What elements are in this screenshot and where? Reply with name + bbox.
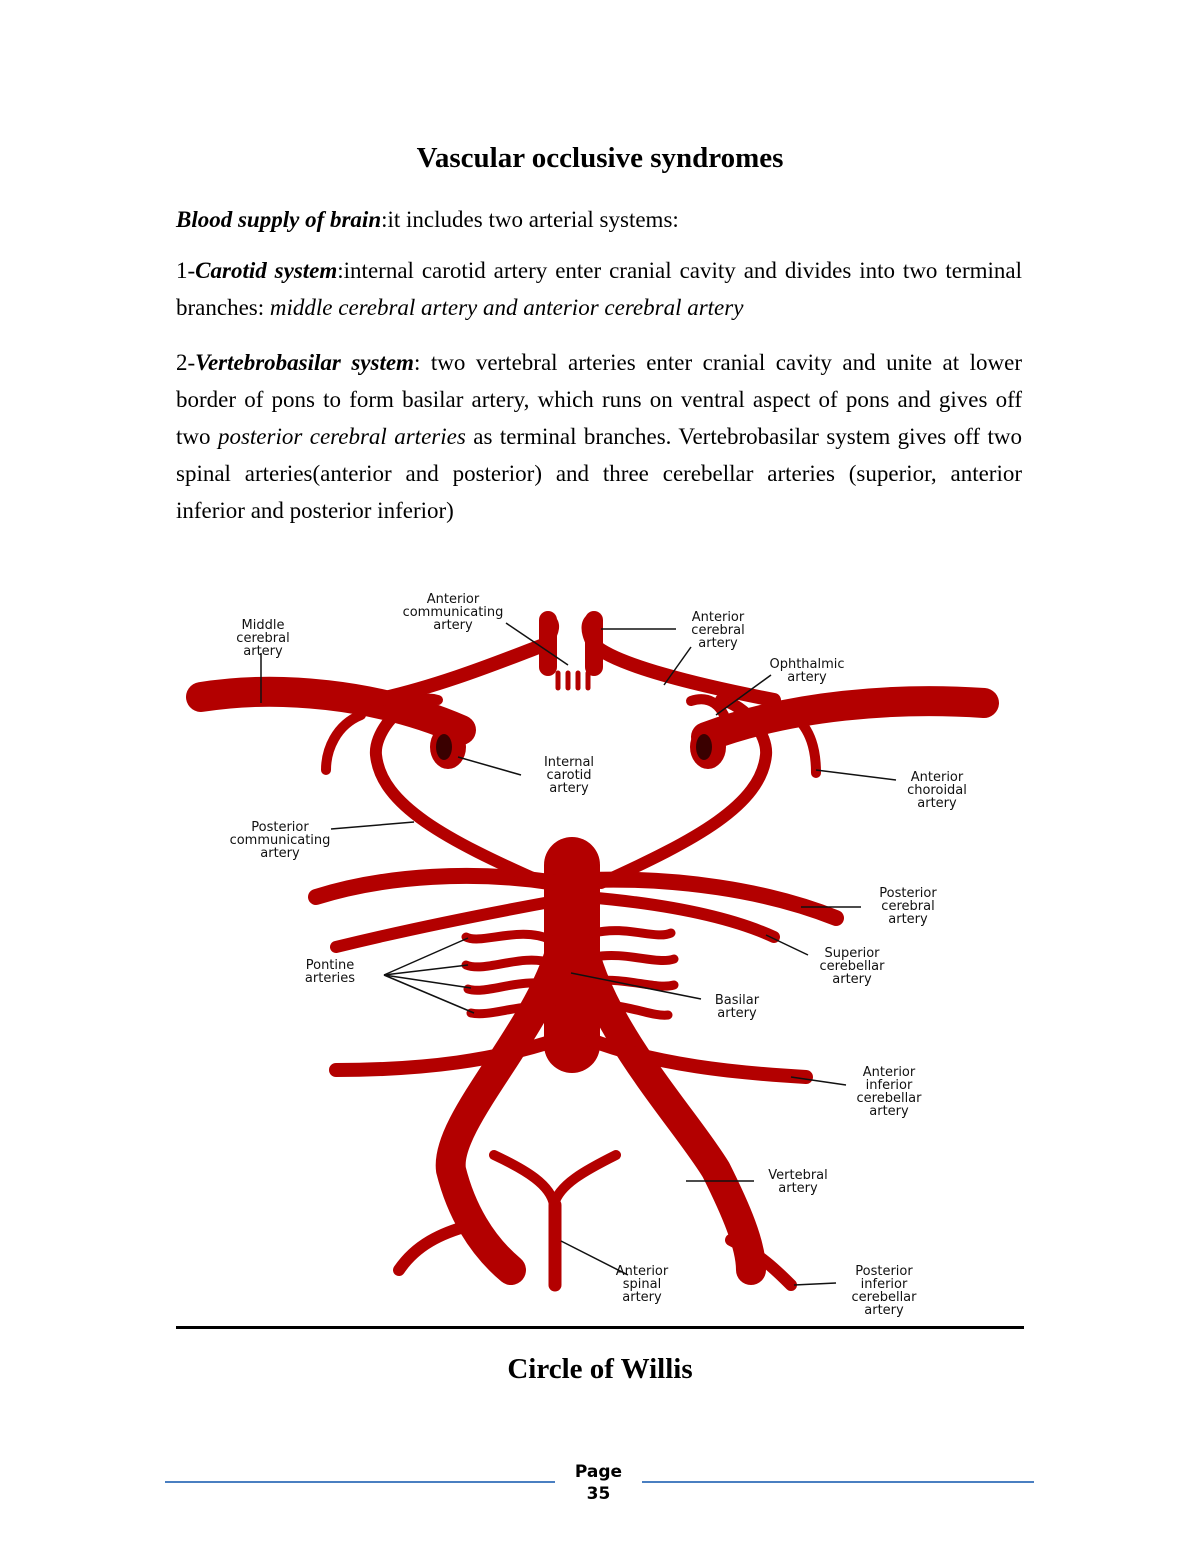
figure-divider bbox=[176, 1326, 1024, 1329]
label-line: Anterior bbox=[615, 1264, 669, 1279]
label-line: Pontine bbox=[305, 958, 355, 973]
label-internal-carotid bbox=[544, 755, 594, 796]
circle-of-willis-diagram bbox=[176, 585, 1024, 1320]
figure-caption: Circle of Willis bbox=[507, 1353, 693, 1385]
leader-anterior-choroidal bbox=[816, 770, 896, 780]
label-line: cerebral bbox=[236, 631, 290, 646]
label-line: Posterior bbox=[855, 1264, 913, 1279]
paragraph-number: 1- bbox=[176, 258, 196, 283]
anterior-spinal-artery bbox=[494, 1155, 616, 1205]
paragraph-text: as terminal branches. Vertebrobasilar system gives off two spinal arteries(anterior and posterior) and three cerebellar arteries (superior, anterior inferior and posterior inferior) bbox=[176, 424, 1023, 523]
label-anterior-spinal bbox=[616, 1264, 669, 1305]
paragraph-text: :internal carotid artery enter cranial cavity and divides into two terminal branches: bbox=[176, 258, 1022, 320]
label-line: artery bbox=[917, 796, 957, 811]
superior-cerebellar-left bbox=[336, 900, 561, 947]
leader-superior-cerebellar bbox=[766, 935, 808, 955]
label-line: artery bbox=[622, 1290, 662, 1305]
middle-cerebral-right bbox=[706, 701, 984, 737]
label-line: Posterior bbox=[251, 820, 309, 835]
footer-line-right bbox=[642, 1481, 1034, 1483]
paragraph-number: 2- bbox=[176, 350, 196, 375]
label-line: artery bbox=[243, 644, 283, 659]
label-line: Anterior bbox=[862, 1065, 916, 1080]
posterior-cerebral-left bbox=[316, 876, 556, 897]
label-line: Middle bbox=[241, 618, 285, 633]
paragraph-text: : two vertebral arteries enter cranial cavity and unite at lower border of pons to form basilar artery, which runs on ventral aspect of pons and gives off two bbox=[176, 350, 1023, 449]
label-line: artery bbox=[832, 972, 872, 987]
label-line: cerebellar bbox=[851, 1290, 917, 1305]
paragraph-italic: posterior cerebral arteries bbox=[217, 424, 466, 449]
footer-line-left bbox=[165, 1481, 555, 1483]
pontine-right-2 bbox=[594, 955, 674, 960]
label-line: carotid bbox=[546, 768, 592, 783]
label-line: Anterior bbox=[910, 770, 964, 785]
paragraph-text: :it includes two arterial systems: bbox=[381, 207, 679, 232]
label-anterior-choroidal bbox=[907, 770, 967, 811]
label-line: Anterior bbox=[691, 610, 745, 625]
label-posterior-communicating bbox=[230, 820, 331, 861]
label-vertebral bbox=[768, 1168, 828, 1196]
label-superior-cerebellar bbox=[820, 946, 886, 987]
label-line: cerebral bbox=[691, 623, 745, 638]
label-line: inferior bbox=[860, 1277, 908, 1292]
label-pica bbox=[852, 1264, 918, 1318]
pica-left bbox=[399, 1225, 471, 1270]
internal-carotid-right-lumen bbox=[696, 734, 712, 760]
paragraph-blood-supply bbox=[176, 201, 1022, 238]
label-line: communicating bbox=[402, 605, 504, 620]
paragraph-carotid-system bbox=[176, 252, 1022, 326]
label-line: Basilar bbox=[714, 993, 760, 1008]
page-number-value: 35 bbox=[586, 1484, 611, 1504]
label-line: cerebral bbox=[881, 899, 935, 914]
paragraph-vertebrobasilar-system bbox=[176, 344, 1022, 529]
anterior-choroidal-left bbox=[326, 715, 361, 770]
leader-pontine-3 bbox=[384, 975, 471, 988]
leader-pontine-4 bbox=[384, 975, 474, 1013]
page-title: Vascular occlusive syndromes bbox=[416, 142, 784, 174]
label-line: Anterior bbox=[426, 592, 480, 607]
label-line: cerebellar bbox=[856, 1091, 922, 1106]
label-line: cerebellar bbox=[819, 959, 885, 974]
label-posterior-cerebral bbox=[879, 886, 937, 927]
page-label: Page bbox=[574, 1462, 623, 1482]
label-anterior-communicating bbox=[403, 592, 504, 633]
label-line: Ophthalmic bbox=[769, 657, 845, 672]
leader-pica bbox=[794, 1283, 836, 1285]
page-number bbox=[555, 1461, 642, 1505]
label-basilar bbox=[715, 993, 760, 1021]
label-line: choroidal bbox=[907, 783, 967, 798]
label-line: artery bbox=[864, 1303, 904, 1318]
label-line: artery bbox=[888, 912, 928, 927]
label-anterior-cerebral bbox=[691, 610, 745, 651]
leader-posterior-communicating bbox=[331, 822, 414, 829]
paragraph-lead: Carotid system bbox=[195, 258, 338, 283]
label-pontine bbox=[305, 958, 355, 986]
label-line: communicating bbox=[229, 833, 331, 848]
label-line: Superior bbox=[824, 946, 880, 961]
label-line: artery bbox=[549, 781, 589, 796]
label-line: artery bbox=[869, 1104, 909, 1119]
label-line: Internal bbox=[543, 755, 595, 770]
label-line: artery bbox=[698, 636, 738, 651]
paragraph-lead: Blood supply of brain bbox=[176, 207, 382, 232]
leader-internal-carotid bbox=[458, 757, 521, 775]
label-line: arteries bbox=[304, 971, 356, 986]
label-line: artery bbox=[260, 846, 300, 861]
label-line: Posterior bbox=[879, 886, 937, 901]
pontine-left-1 bbox=[466, 934, 551, 940]
label-line: artery bbox=[717, 1006, 757, 1021]
label-aica bbox=[857, 1065, 923, 1119]
label-line: artery bbox=[787, 670, 827, 685]
pontine-right-1 bbox=[594, 931, 671, 935]
internal-carotid-left-lumen bbox=[436, 734, 452, 760]
pontine-left-2 bbox=[466, 960, 551, 967]
label-line: artery bbox=[433, 618, 473, 633]
paragraph-lead: Vertebrobasilar system bbox=[195, 350, 414, 375]
label-line: Vertebral bbox=[768, 1168, 828, 1183]
paragraph-italic: middle cerebral artery and anterior cerebral artery bbox=[269, 295, 744, 320]
aica-left bbox=[336, 1040, 556, 1070]
label-middle-cerebral bbox=[236, 618, 289, 659]
label-line: artery bbox=[778, 1181, 818, 1196]
label-ophthalmic bbox=[769, 657, 844, 685]
label-line: inferior bbox=[865, 1078, 913, 1093]
label-line: spinal bbox=[622, 1277, 662, 1292]
